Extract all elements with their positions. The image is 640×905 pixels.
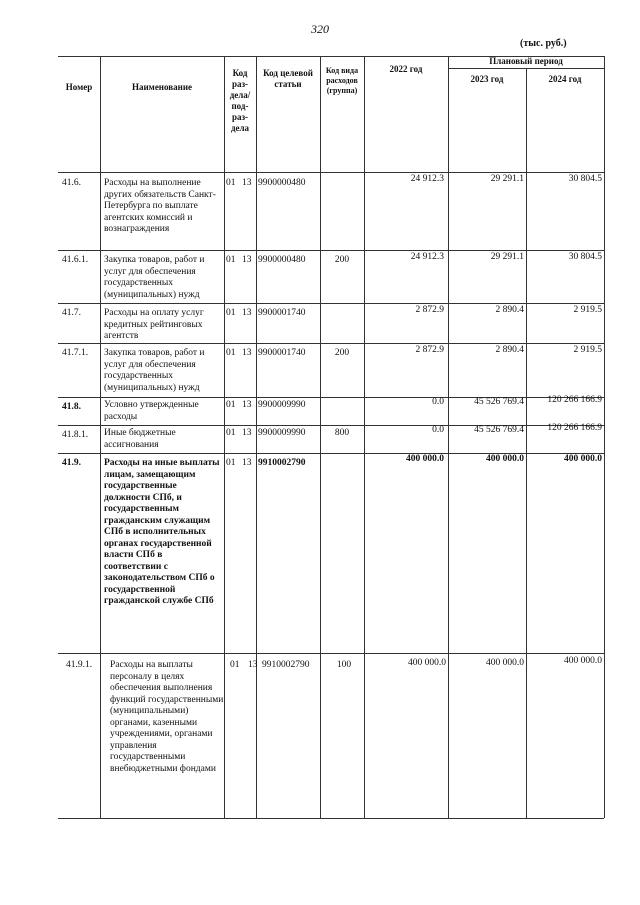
row-section: 01: [226, 400, 236, 410]
row-value-2023: 29 291.1: [490, 174, 524, 184]
row-value-2022: 2 872.9: [415, 305, 444, 315]
col-divider: [364, 56, 365, 172]
header-planned-period: Плановый период: [489, 56, 563, 66]
row-subsection: 13: [242, 428, 252, 438]
row-subsection: 13: [242, 255, 252, 265]
row-kind-code: 800: [334, 428, 350, 438]
row-target-code: 9900001740: [258, 308, 306, 318]
row-value-2024: 30 804.5: [568, 252, 602, 262]
row-section: 01: [226, 255, 236, 265]
header-target-code: Код целевой статьи: [263, 68, 313, 89]
row-name: Иные бюджетные ассигнования: [104, 428, 176, 450]
row-target-code: 9900001740: [258, 348, 306, 358]
row-rule: [58, 343, 604, 344]
col-divider: [526, 172, 527, 818]
row-value-2023: 400 000.0: [486, 658, 524, 668]
row-subsection: 13: [242, 348, 252, 358]
row-section: 01: [226, 458, 236, 468]
row-value-2022: 400 000.0: [406, 454, 444, 464]
row-value-2024: 2 919.5: [573, 345, 602, 355]
col-divider: [448, 56, 449, 172]
col-divider: [256, 56, 257, 172]
row-value-2024: 400 000.0: [564, 454, 602, 464]
row-target-code: 9900009990: [258, 400, 306, 410]
row-value-2024: 400 000.0: [564, 656, 602, 666]
row-rule: [58, 172, 604, 173]
row-kind-code: 200: [334, 255, 350, 265]
units-label: (тыс. руб.): [520, 38, 567, 49]
col-divider: [100, 172, 101, 818]
header-name: Наименование: [132, 82, 192, 92]
row-value-2022: 24 912.3: [410, 252, 444, 262]
row-value-2022: 0.0: [432, 397, 444, 407]
row-number: 41.7.: [62, 308, 81, 318]
header-2023: 2023 год: [470, 74, 504, 84]
row-number: 41.8.: [62, 402, 81, 412]
row-value-2022: 0.0: [432, 425, 444, 435]
row-value-2023: 45 526 769.4: [474, 397, 524, 407]
row-value-2023: 400 000.0: [486, 454, 524, 464]
row-value-2023: 45 526 769.4: [474, 425, 524, 435]
header-2022: 2022 год: [389, 64, 423, 74]
row-value-2024: 2 919.5: [573, 305, 602, 315]
col-divider: [256, 172, 257, 818]
row-number: 41.6.: [62, 178, 81, 188]
row-value-2023: 29 291.1: [490, 252, 524, 262]
row-section: 01: [226, 178, 236, 188]
row-number: 41.6.1.: [62, 255, 89, 265]
header-kind-code: Код вида расходов (группа): [325, 66, 359, 95]
row-kind-code: 200: [334, 348, 350, 358]
row-name: Закупка товаров, работ и услуг для обеспечения государственных (муниципальных) нужд: [104, 348, 205, 393]
row-number: 41.9.: [62, 458, 81, 468]
row-section: 01: [226, 428, 236, 438]
row-value-2023: 2 890.4: [495, 345, 524, 355]
row-rule: [58, 303, 604, 304]
col-divider: [604, 172, 605, 818]
row-value-2024: 30 804.5: [568, 174, 602, 184]
row-subsection: 13: [248, 660, 258, 670]
row-value-2022: 2 872.9: [415, 345, 444, 355]
col-divider: [224, 172, 225, 818]
row-subsection: 13: [242, 400, 252, 410]
row-name: Расходы на выплаты персоналу в целях обеспечения выполнения функций государственными (муниципальными) органами, казенными учреждениями, органами управления государственными внебюджетными фондами: [110, 660, 224, 774]
row-value-2024: 120 266 166.9: [547, 423, 602, 433]
row-section: 01: [226, 348, 236, 358]
row-subsection: 13: [242, 178, 252, 188]
row-target-code: 9900000480: [258, 255, 306, 265]
row-rule: [58, 250, 604, 251]
col-divider: [320, 56, 321, 172]
col-divider: [100, 56, 101, 172]
row-value-2022: 400 000.0: [408, 658, 446, 668]
row-rule: [58, 653, 604, 654]
page-number: 320: [311, 22, 329, 36]
header-2024: 2024 год: [548, 74, 582, 84]
row-value-2022: 24 912.3: [410, 174, 444, 184]
row-name: Условно утвержденные расходы: [104, 400, 199, 422]
row-name: Расходы на иные выплаты лицам, замещающим государственные должности СПб, и государственным гражданским служащим СПб в исполнительных органах государственной власти СПб в соответствии с законодательством СПб о государственной гражданской службе СПб: [104, 458, 220, 606]
row-number: 41.7.1.: [62, 348, 89, 358]
col-divider: [224, 56, 225, 172]
col-divider: [526, 68, 527, 172]
row-kind-code: 100: [336, 660, 352, 670]
row-target-code: 9900009990: [258, 428, 306, 438]
row-rule: [58, 818, 604, 819]
header-section-code: Код раз- дела/ под- раз- дела: [229, 68, 251, 133]
row-target-code: 9910002790: [258, 458, 306, 468]
row-number: 41.8.1.: [62, 430, 89, 440]
row-number: 41.9.1.: [66, 660, 93, 670]
row-name: Закупка товаров, работ и услуг для обеспечения государственных (муниципальных) нужд: [104, 255, 205, 300]
col-divider: [320, 172, 321, 818]
col-divider: [448, 172, 449, 818]
header-nomer: Номер: [65, 82, 93, 92]
row-name: Расходы на выполнение других обязательств Санкт-Петербурга по выплате агентских комиссий и вознаграждения: [104, 178, 216, 234]
row-value-2023: 2 890.4: [495, 305, 524, 315]
row-value-2024: 120 266 166.9: [547, 395, 602, 405]
row-section: 01: [226, 308, 236, 318]
row-target-code: 9900000480: [258, 178, 306, 188]
row-name: Расходы на оплату услуг кредитных рейтинговых агентств: [104, 308, 204, 341]
row-target-code: 9910002790: [262, 660, 310, 670]
col-divider: [604, 56, 605, 172]
row-subsection: 13: [242, 458, 252, 468]
col-divider: [364, 172, 365, 818]
row-section: 01: [230, 660, 240, 670]
row-subsection: 13: [242, 308, 252, 318]
